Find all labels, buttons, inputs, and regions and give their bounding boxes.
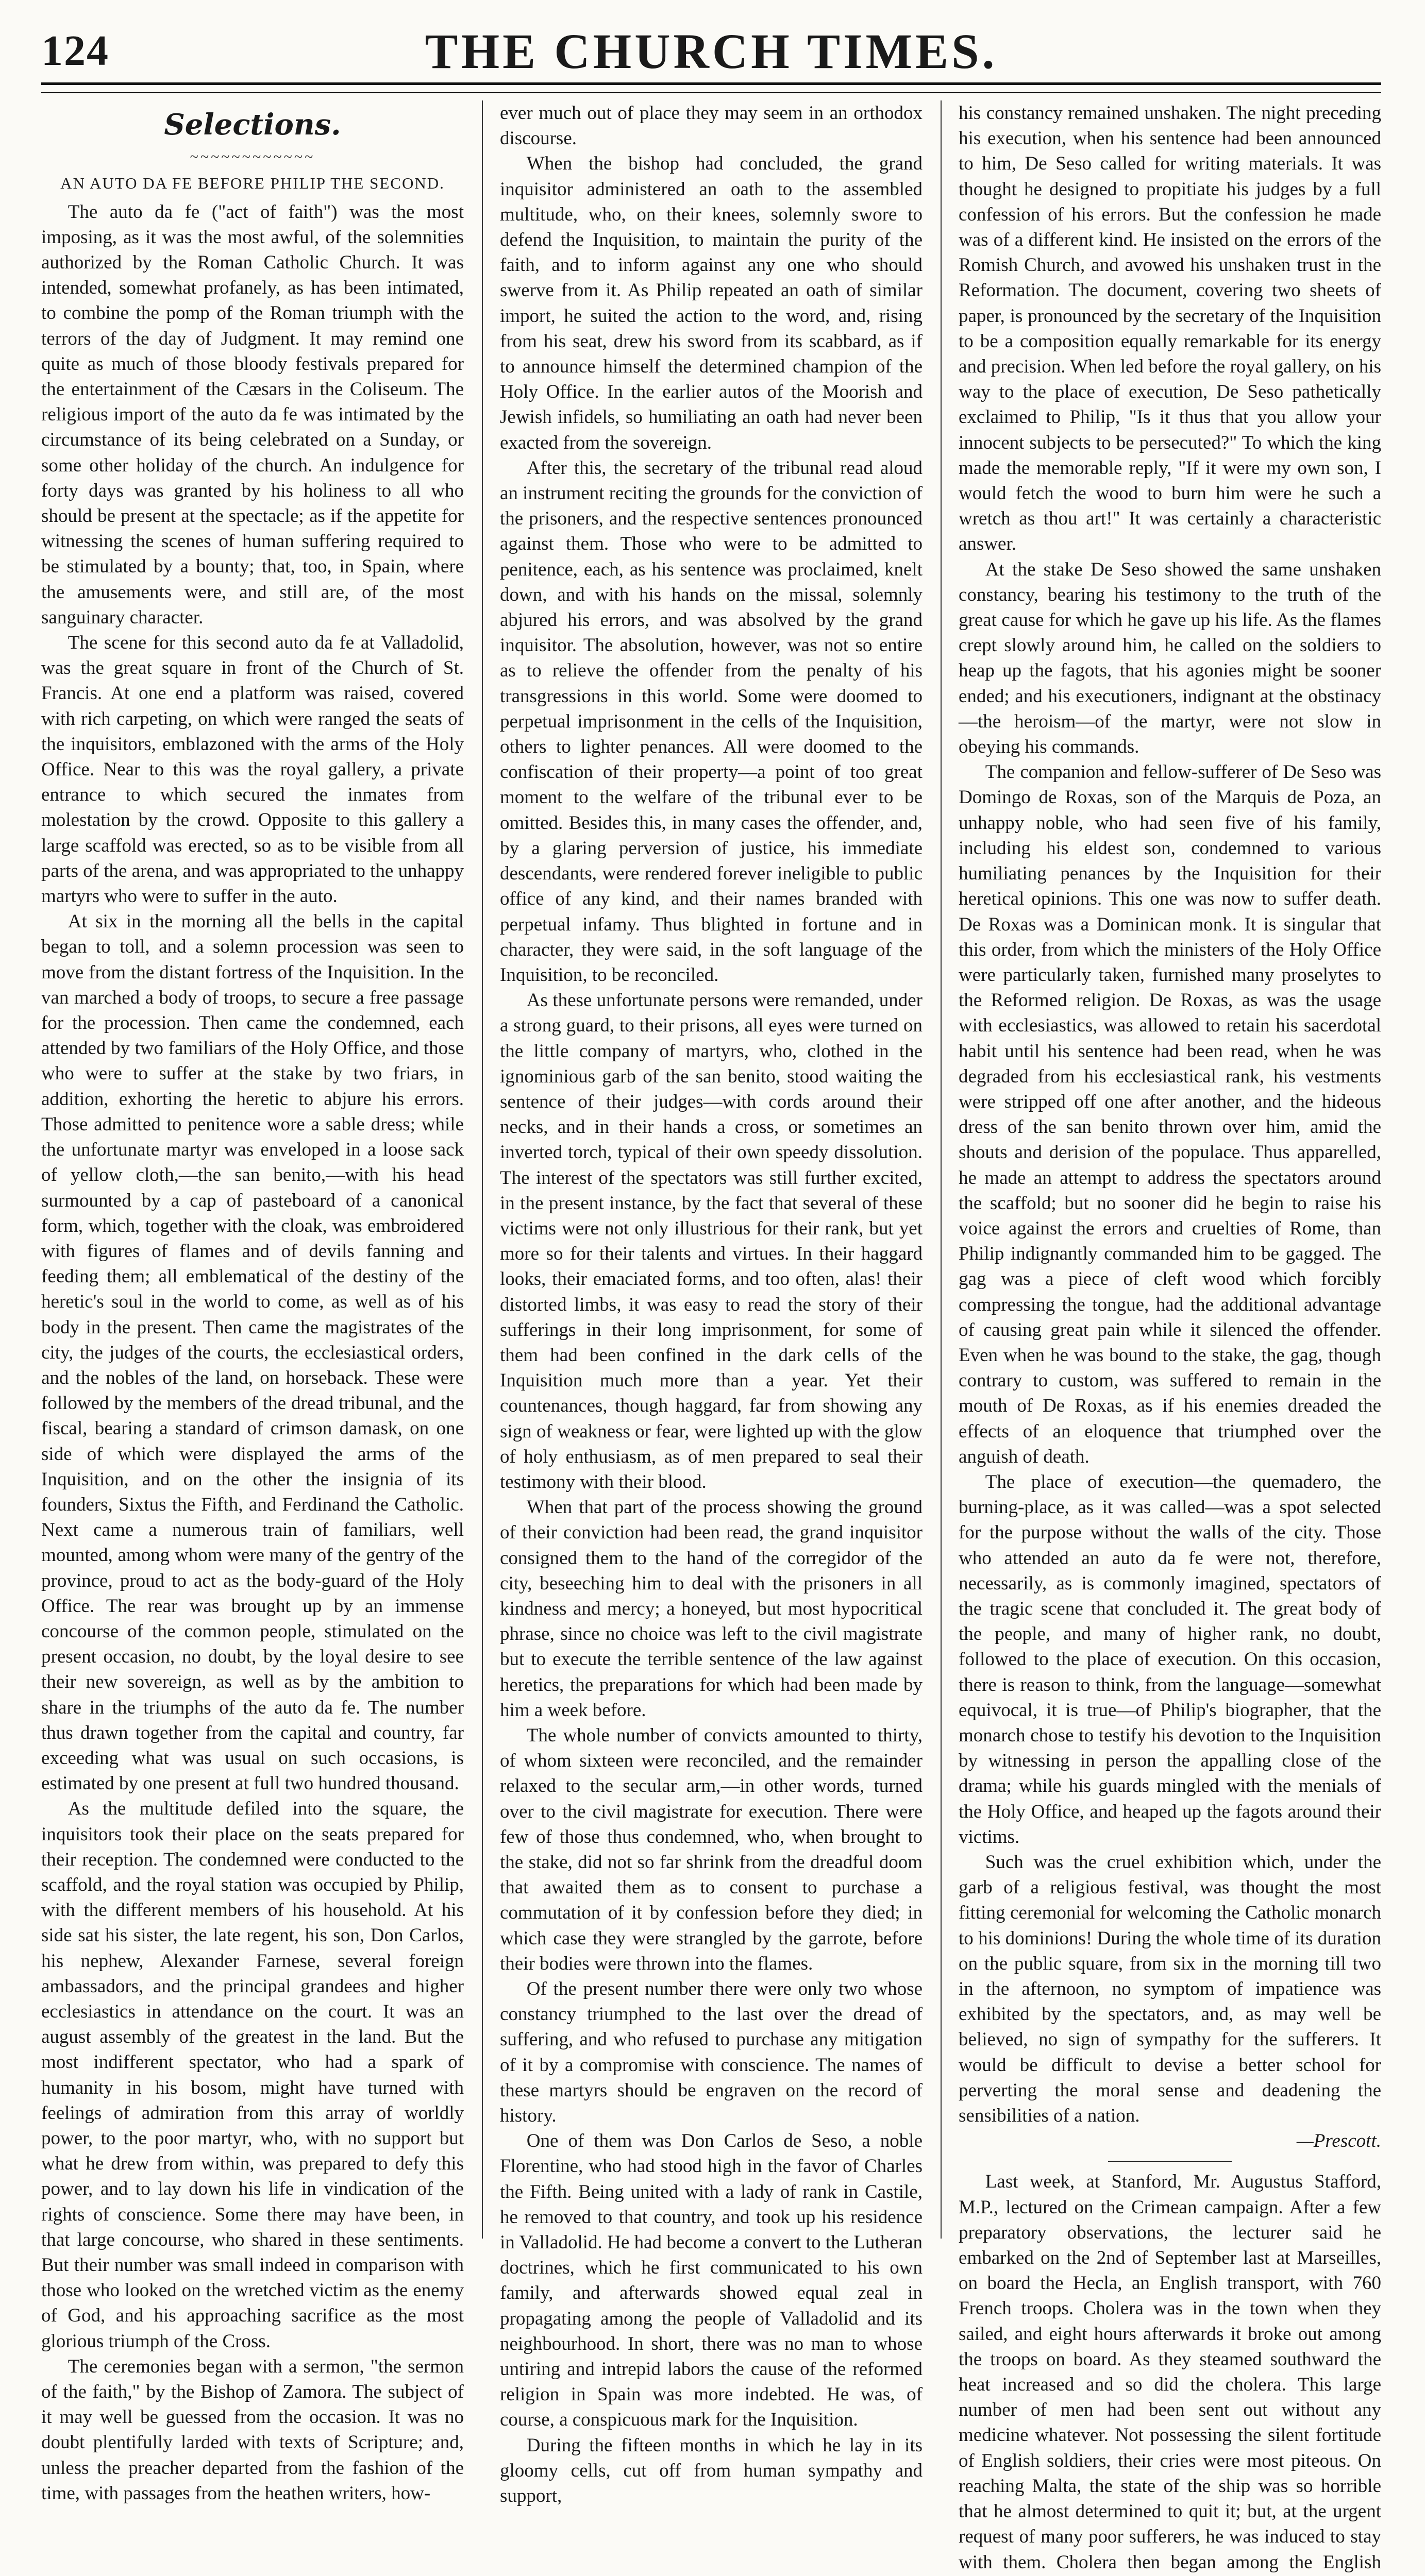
article-separator [1108, 2161, 1232, 2162]
paragraph: The place of execution—the quemadero, the burning-place, as it was called—was a spot selected for the purpose without the walls of the city. Those who attended an auto da fe were not, therefore, necessarily, as is commonly imagined, spectators of the tragic scene that concluded it. The great body of the people, and many of higher rank, no doubt, followed to the place of execution. On this occasion, there is reason to think, from the language—somewhat equivocal, it is true—of Philip's biographer, that the monarch chose to testify his devotion to the Inquisition by witnessing in person the appalling close of the drama; while his guards mingled with the menials of the Holy Office, and heaped up the fagots around their victims. [959, 1471, 1381, 1848]
column-3 [959, 100, 1381, 2573]
masthead-rule [41, 82, 1381, 93]
column-divider [941, 100, 942, 2239]
article-signature: —Prescott. [1296, 2130, 1381, 2152]
newspaper-title: THE CHURCH TIMES. [425, 24, 998, 79]
paragraph: his constancy remained unshaken. The night preceding his execution, when his sentence had been announced to him, De Seso called for writing materials. It was thought he designed to propitiate his judges by a full confession of his errors. But the confession he made was of a different kind. He insisted on the errors of the Romish Church, and avowed his unshaken trust in the Reformation. The document, covering two sheets of paper, is pronounced by the secretary of the Inquisition to be a composition equally remarkable for its energy and precision. When led before the royal gallery, on his way to the place of execution, De Seso pathetically exclaimed to Philip, "Is it thus that you allow your innocent subjects to be persecuted?" To which the king made the memorable reply, "If it were my own son, I would fetch the wood to burn him were he such a wretch as thou art!" It was certainly a characteristic answer. [959, 103, 1381, 555]
paragraph: When that part of the process showing the ground of their conviction had been read, the grand inquisitor consigned them to the hand of the corregidor of the city, beseeching him to deal with the prisoners in all kindness and mercy; a honeyed, but most hypocritical phrase, since no choice was left to the civil magistrate but to execute the terrible sentence of the law against heretics, the preparations for which had been made by him a week before. [500, 1497, 923, 1721]
paragraph: At six in the morning all the bells in the capital began to toll, and a solemn procession was seen to move from the distant fortress of the Inquisition. In the van marched a body of troops, to secure a free passage for the procession. Then came the condemned, each attended by two familiars of the Holy Office, and those who were to suffer at the stake by two friars, in addition, exhorting the heretic to abjure his errors. Those admitted to penitence wore a sable dress; while the unfortunate martyr was enveloped in a loose sack of yellow cloth,—the san benito,—with his head surmounted by a cap of pasteboard of a canonical form, which, together with the cloak, was embroidered with figures of flames and of devils fanning and feeding them; all emblematical of the destiny of the heretic's soul in the world to come, as well as of his body in the present. Then came the magistrates of the city, the judges of the courts, the ecclesiastical orders, and the nobles of the land, on horseback. These were followed by the members of the dread tribunal, and the fiscal, bearing a standard of crimson damask, on one side of which were displayed the arms of the Inquisition, and on the other the insignia of its founders, Sixtus the Fifth, and Ferdinand the Catholic. Next came a numerous train of familiars, well mounted, among whom were many of the gentry of the province, proud to act as the body-guard of the Holy Office. The rear was brought up by an immense concourse of the common people, stimulated on the present occasion, no doubt, by the loyal desire to see their new sovereign, as well as by the ambition to share in the triumphs of the auto da fe. The number thus drawn together from the capital and country, far exceeding what was usual on such occasions, is estimated by one present at full two hundred thousand. [41, 911, 464, 1794]
paragraph: Such was the cruel exhibition which, under the garb of a religious festival, was thought the most fitting ceremonial for welcoming the Catholic monarch to his dominions! During the whole time of its duration on the public square, from six in the morning till two in the afternoon, no symptom of impatience was exhibited by the spectators, and, as may well be believed, no sign of sympathy for the sufferers. It would be difficult to devise a better school for perverting the moral sense and deadening the sensibilities of a nation. [959, 1852, 1381, 2127]
article-title: AN AUTO DA FE BEFORE PHILIP THE SECOND. [60, 174, 445, 193]
column-divider [482, 100, 483, 2239]
paragraph: The companion and fellow-sufferer of De Seso was Domingo de Roxas, son of the Marquis de Poza, an unhappy noble, who had seen five of his family, including his eldest son, condemned to various humiliating penances by the Inquisition for their heretical opinions. This one was now to suffer death. De Roxas was a Dominican monk. It is singular that this order, from which the ministers of the Holy Office were particularly taken, furnished many proselytes to the Reformed religion. De Roxas, as was the usage with ecclesiastics, was allowed to retain his sacerdotal habit until his sentence had been read, when he was degraded from his ecclesiastical rank, his vestments were stripped off one after another, and the hideous dress of the san benito thrown over him, amid the shouts and derision of the populace. Thus apparelled, he made an attempt to address the spectators around the scaffold; but no sooner did he begin to raise his voice against the errors and cruelties of Rome, than Philip indignantly commanded him to be gagged. The gag was a piece of cleft wood which forcibly compressing the tongue, had the additional advantage of causing great pain while it silenced the offender. Even when he was bound to the stake, the gag, though contrary to custom, was suffered to remain in the mouth of De Roxas, as if his enemies dreaded the effects of an eloquence that triumphed over the anguish of death. [959, 761, 1381, 1467]
paragraph: As the multitude defiled into the square, the inquisitors took their place on the seats prepared for their reception. The condemned were conducted to the scaffold, and the royal station was occupied by Philip, with the different members of his household. At his side sat his sister, the late regent, his son, Don Carlos, his nephew, Alexander Farnese, several foreign ambassadors, and the principal grandees and higher ecclesiastics in attendance on the court. It was an august assembly of the greatest in the land. But the most indifferent spectator, who had a spark of humanity in his bosom, might have turned with feelings of admiration from this array of worldly power, to the poor martyr, who, with no support but what he drew from within, was prepared to defy this power, and to lay down his life in vindication of the rights of conscience. Some there may have been, in that large concourse, who shared in these sentiments. But their number was small indeed in comparison with those who looked on the wretched victim as the enemy of God, and his approaching sacrifice as the most glorious triumph of the Cross. [41, 1798, 464, 2352]
masthead [41, 21, 1381, 77]
paragraph: The scene for this second auto da fe at Valladolid, was the great square in front of the Church of St. Francis. At one end a platform was raised, covered with rich carpeting, on which were ranged the seats of the inquisitors, emblazoned with the arms of the Holy Office. Near to this was the royal gallery, a private entrance to which secured the inmates from molestation by the crowd. Opposite to this gallery a large scaffold was erected, so as to be visible from all parts of the arena, and was appropriated to the unhappy martyrs who were to suffer in the auto. [41, 632, 464, 907]
paragraph: When the bishop had concluded, the grand inquisitor administered an oath to the assembled multitude, who, on their knees, solemnly swore to defend the Inquisition, to maintain the purity of the faith, and to inform against any one who should swerve from it. As Philip repeated an oath of similar import, he suited the action to the word, and, rising from his seat, drew his sword from its scabbard, as if to announce himself the determined champion of the Holy Office. In the earlier autos of the Moorish and Jewish infidels, so humiliating an oath had never been exacted from the sovereign. [500, 153, 923, 453]
paragraph: ever much out of place they may seem in an orthodox discourse. [500, 103, 923, 149]
paragraph: During the fifteen months in which he lay in its gloomy cells, cut off from human sympathy and support, [500, 2434, 923, 2507]
article-columns [41, 100, 1381, 2573]
paragraph: At the stake De Seso showed the same unshaken constancy, bearing his testimony to the truth of the great cause for which he gave up his life. As the flames crept slowly around him, he called on the soldiers to heap up the fagots, that his agonies might be sooner ended; and his executioners, indignant at the obstinacy—the heroism—of the martyr, were not slow in obeying his commands. [959, 558, 1381, 758]
column-1 [41, 100, 464, 2504]
paragraph: One of them was Don Carlos de Seso, a noble Florentine, who had stood high in the favor of Charles the Fifth. Being united with a lady of rank in Castile, he removed to that country, and took up his residence in Valladolid. He had become a convert to the Lutheran doctrines, which he first communicated to his own family, and afterwards showed equal zeal in propagating among the people of Valladolid and its neighbourhood. In short, there was no man to whose untiring and intrepid labors the cause of the reformed religion in Spain was more indebted. He was, of course, a conspicuous mark for the Inquisition. [500, 2130, 923, 2431]
news-item: Last week, at Stanford, Mr. Augustus Stafford, M.P., lectured on the Crimean campaign. After a few preparatory observations, the lecturer said he embarked on the 2nd of September last at Marseilles, on board the Hecla, an English transport, with 760 French troops. Cholera was in the town when they sailed, and eight hours afterwards it broke out among the troops on board. As they steamed southward the heat increased and so did the cholera. This large number of men had been sent out without any medicine whatever. Not possessing the silent fortitude of English soldiers, their cries were most piteous. On reaching Malta, the state of the ship was so horrible that he almost determined to quit it; but, at the urgent request of many poor sufferers, he was induced to stay with them. Cholera then began among the English [959, 2171, 1381, 2573]
heading-flourish: ~~~~~~~~~~~~ [190, 148, 315, 166]
paragraph: The auto da fe ("act of faith") was the most imposing, as it was the most awful, of the solemnities authorized by the Roman Catholic Church. It was intended, somewhat profanely, as has been intimated, to combine the pomp of the Roman triumph with the terrors of the day of Judgment. It may remind one quite as much of those bloody festivals prepared for the entertainment of the Cæsars in the Coliseum. The religious import of the auto da fe was intimated by the circumstance of its being celebrated on a Sunday, or some other holiday of the church. An indulgence for forty days was granted by his holiness to all who should be present at the spectacle; as if the appetite for witnessing the scenes of human suffering required to be stimulated by a bounty; that, too, in Spain, where the amusements were, and still are, of the most sanguinary character. [41, 201, 464, 628]
paragraph: The whole number of convicts amounted to thirty, of whom sixteen were reconciled, and the remainder relaxed to the secular arm,—in other words, turned over to the civil magistrate for execution. There were few of those thus condemned, who, when brought to the stake, did not so far shrink from the dreadful doom that awaited them as to consent to purchase a commutation of it by confession before they died; in which case they were strangled by the garrote, before their bodies were thrown into the flames. [500, 1725, 923, 1974]
paragraph: As these unfortunate persons were remanded, under a strong guard, to their prisons, all eyes were turned on the little company of martyrs, who, clothed in the ignominious garb of the san benito, stood waiting the sentence of their judges—with cords around their necks, and in their hands a cross, or sometimes an inverted torch, typical of their own speedy dissolution. The interest of the spectators was still further excited, in the present instance, by the fact that several of these victims were not only illustrious for their rank, but yet more so for their talents and virtues. In their haggard looks, their emaciated forms, and too often, alas! their distorted limbs, it was easy to read the story of their sufferings in their long imprisonment, for some of them had been confined in the dark cells of the Inquisition much more than a year. Yet their countenances, though haggard, far from showing any sign of weakness or fear, were lighted up with the glow of holy enthusiasm, as of men prepared to seal their testimony with their blood. [500, 990, 923, 1493]
paragraph: Of the present number there were only two whose constancy triumphed to the last over the dread of suffering, and who refused to purchase any mitigation of it by a compromise with conscience. The names of these martyrs should be engraven on the record of history. [500, 1978, 923, 2127]
paragraph: After this, the secretary of the tribunal read aloud an instrument reciting the grounds for the conviction of the prisoners, and the respective sentences pronounced against them. Those who were to be admitted to penitence, each, as his sentence was proclaimed, knelt down, and with his hands on the missal, solemnly abjured his errors, and was absolved by the grand inquisitor. The absolution, however, was not so entire as to relieve the offender from the penalty of his transgressions in this world. Some were doomed to perpetual imprisonment in the cells of the Inquisition, others to lighter penances. All were doomed to the confiscation of their property—a point of too great moment to the welfare of the tribunal ever to be omitted. Besides this, in many cases the offender, and, by a glaring perversion of justice, his immediate descendants, were rendered forever ineligible to public office of any kind, and their names branded with perpetual infamy. Thus blighted in fortune and in character, they were said, in the soft language of the Inquisition, to be reconciled. [500, 457, 923, 986]
paragraph: The ceremonies began with a sermon, "the sermon of the faith," by the Bishop of Zamora. The subject of it may well be guessed from the occasion. It was no doubt plentifully larded with texts of Scripture; and, unless the preacher departed from the fashion of the time, with passages from the heathen writers, how- [41, 2355, 464, 2504]
page-number: 124 [41, 27, 109, 75]
column-2 [500, 100, 923, 2507]
section-heading: Selections. [164, 108, 341, 142]
